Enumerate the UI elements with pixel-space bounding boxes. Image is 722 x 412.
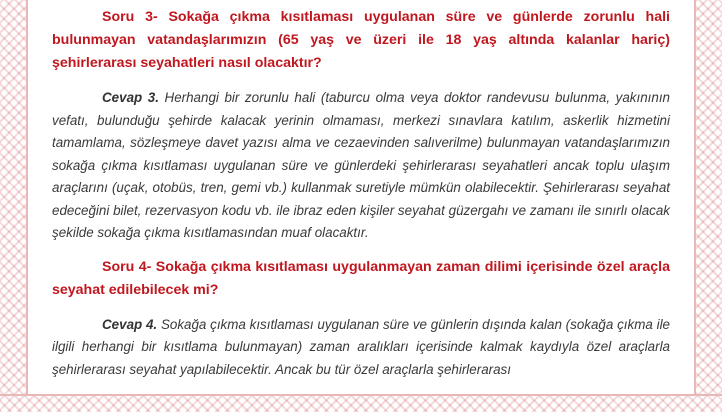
decorative-border-bottom bbox=[0, 394, 722, 412]
answer-3-text: Herhangi bir zorunlu hali (taburcu olma veya doktor randevusu bulunma, yakınının vefatı, bulunduğu şehirde kalacak yerinin olmaması, merkezi sınavlara katılım, askerlik hizmetini tamamlama, sözleşmeye davet yazısı alma ve cezaevinden salıverilme) bulunmayan vatandaşlarımızın sokağa çıkma kısıtlaması uygulanan süre ve günlerdeki şehirlerarası seyahatleri ancak toplu ulaşım araçlarını (uçak, otobüs, tren, gemi vb.) kullanmak suretiyle mümkün olabilecektir. Şehirlerarası seyahat edeceğini bilet, rezervasyon kodu vb. ile ibraz eden kişiler seyahat güzergahı ve zamanı ile sınırlı olacak şekilde sokağa çıkma kısıtlamasından muaf olacaktır. bbox=[52, 90, 670, 240]
decorative-border-right bbox=[694, 0, 722, 412]
answer-4-label: Cevap 4. bbox=[102, 316, 158, 332]
question-4: Soru 4- Sokağa çıkma kısıtlaması uygulanmayan zaman dilimi içerisinde özel araçla seyahat edilebilecek mi? bbox=[52, 258, 670, 298]
question-3: Soru 3- Sokağa çıkma kısıtlaması uygulanan süre ve günlerde zorunlu hali bulunmayan vatandaşlarımızın (65 yaş ve üzeri ile 18 yaş altında kalanlar hariç) şehirlerarası seyahatleri nasıl olacaktır? bbox=[52, 9, 670, 71]
decorative-border-left bbox=[0, 0, 28, 412]
answer-4-text: Sokağa çıkma kısıtlaması uygulanan süre ve günlerin dışında kalan (sokağa çıkma ile ilgili herhangi bir kısıtlama bulunmayan) zaman aralıkları içerisinde kalmak kaydıyla özel araçlarla şehirlerarası seyahat yapılabilecektir. Ancak bu tür özel araçlarla şehirlerarası bbox=[52, 316, 670, 377]
answer-3 bbox=[52, 87, 670, 245]
answer-4 bbox=[52, 314, 670, 382]
answer-3-label: Cevap 3. bbox=[102, 90, 159, 105]
document-content bbox=[52, 6, 670, 392]
